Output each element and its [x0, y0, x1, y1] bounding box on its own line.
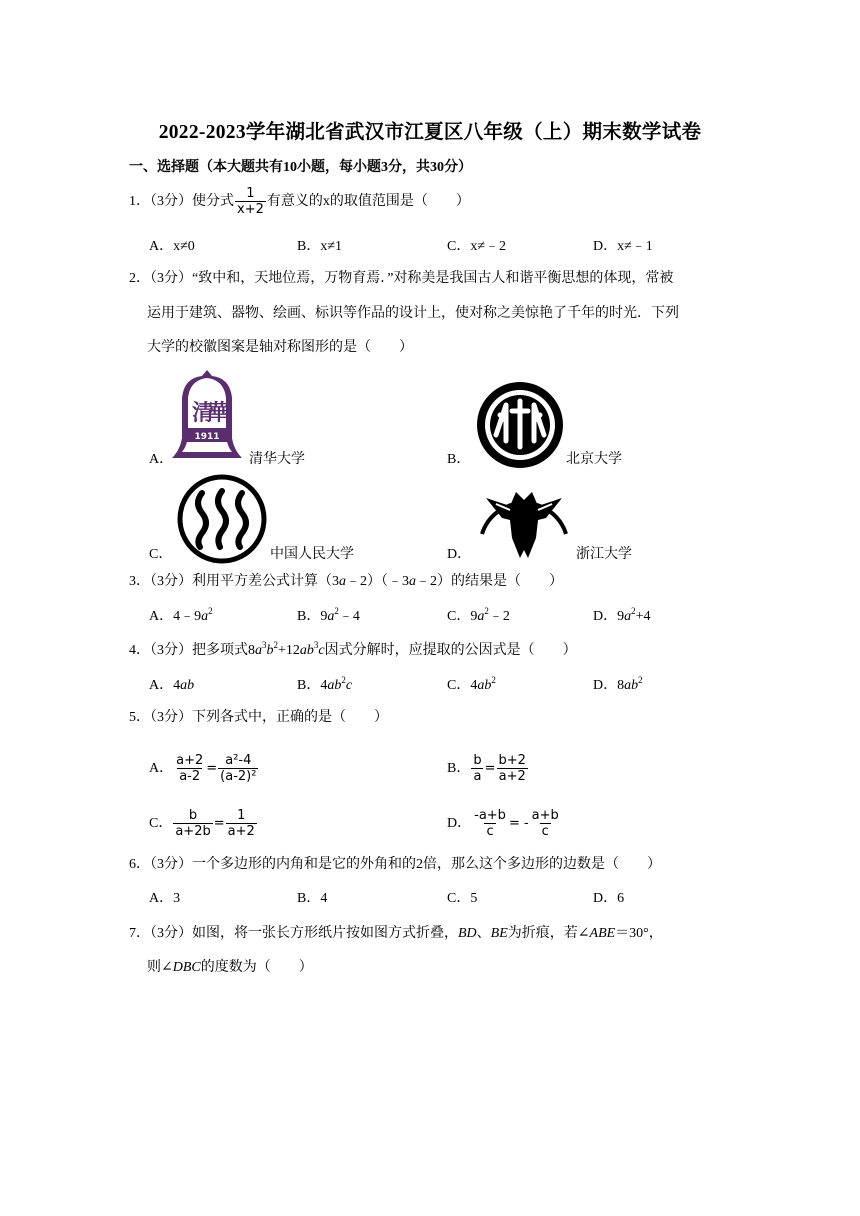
- fraction-denominator: x+2: [237, 202, 264, 218]
- question-2-line-1: 2．（3分）“致中和，天地位焉，万物育焉．”对称美是我国古人和谐平衡思想的体现，常被: [129, 271, 674, 286]
- option-b: B．x≠1: [297, 239, 343, 254]
- option-c: C．$4ab^2$: [447, 675, 496, 693]
- option-a: A．$4﹣9a^2$: [149, 606, 213, 624]
- option-c-letter: C．: [149, 547, 173, 562]
- question-2-line-2: 运用于建筑、器物、绘画、标识等作品的设计上，使对称之美惊艳了千年的时光．下列: [147, 306, 679, 321]
- fraction-denominator: a+2: [498, 769, 526, 785]
- option-d: D．6: [593, 891, 625, 906]
- fraction-denominator: a+2: [227, 824, 255, 840]
- equals-sign: =: [484, 761, 496, 776]
- renmin-emblem-icon: [176, 473, 268, 565]
- option-b: B．4: [297, 891, 328, 906]
- fraction-denominator: c: [541, 824, 549, 840]
- option-c: C．x≠﹣2: [447, 239, 507, 254]
- option-letter: D．: [447, 816, 472, 831]
- equals-sign: =: [213, 816, 225, 831]
- option-c-name: 中国人民大学: [270, 547, 354, 562]
- svg-text:華: 華: [208, 401, 231, 426]
- question-2-line-3: 大学的校徽图案是轴对称图形的是（ ）: [147, 340, 413, 355]
- option-d: D．x≠﹣1: [593, 239, 653, 254]
- fraction-numerator: b: [473, 753, 482, 769]
- tsinghua-year-text: 1911: [194, 432, 220, 442]
- fraction-numerator: a+2: [176, 753, 204, 769]
- question-1: [129, 186, 470, 218]
- equals-sign: =: [206, 761, 218, 776]
- option-c: [149, 800, 258, 848]
- option-b-letter: B．: [447, 452, 471, 467]
- svg-text:清: 清: [192, 401, 215, 426]
- question-4: 4．（3分）把多项式$8a^3b^2+12ab^3c$因式分解时，应提取的公因式是（ ）: [129, 640, 577, 658]
- question-1-suffix: 有意义的x的取值范围是（ ）: [266, 194, 470, 209]
- option-d-name: 浙江大学: [576, 547, 632, 562]
- option-a: A．x≠0: [149, 239, 195, 254]
- fraction-numerator: a²-4: [225, 753, 252, 769]
- option-b: B．$4ab^2c$: [297, 675, 353, 693]
- option-b-name: 北京大学: [566, 452, 622, 467]
- fraction-numerator: -a+b: [474, 808, 506, 824]
- fraction-numerator: b+2: [498, 753, 526, 769]
- question-1-prefix: 1．（3分）使分式: [129, 194, 234, 209]
- section-heading: 一、选择题（本大题共有10小题，每小题3分，共30分）: [129, 160, 472, 175]
- question-5: 5．（3分）下列各式中，正确的是（ ）: [129, 710, 388, 725]
- fraction-numerator: 1: [246, 186, 255, 202]
- option-a: [149, 745, 259, 793]
- option-d-letter: D．: [447, 547, 472, 562]
- option-a: A．4ab: [149, 678, 195, 693]
- fraction-numerator: b: [188, 808, 198, 824]
- question-7-line-2: 则∠DBC的度数为（ ）: [147, 960, 313, 975]
- zhejiang-emblem-icon: [476, 478, 572, 560]
- option-c: C．$9a^2﹣2$: [447, 606, 510, 624]
- option-b: B．$9a^2﹣4$: [297, 606, 360, 624]
- fraction-numerator: a+b: [531, 808, 559, 824]
- option-letter: B．: [447, 761, 471, 776]
- option-a: A．3: [149, 891, 181, 906]
- option-d: D．$8ab^2$: [593, 675, 643, 693]
- fraction-denominator: c: [486, 824, 494, 840]
- option-letter: A．: [149, 761, 174, 776]
- fraction-denominator: a-2: [179, 769, 201, 785]
- option-letter: C．: [149, 816, 173, 831]
- peking-emblem-icon: [476, 381, 564, 469]
- question-7-line-1: 7．（3分）如图，将一张长方形纸片按如图方式折叠，BD、BE为折痕，若∠ABE＝30°，: [129, 926, 663, 941]
- question-1-fraction: [235, 186, 266, 217]
- option-a-name: 清华大学: [249, 452, 305, 467]
- question-3: 3．（3分）利用平方差公式计算（3a﹣2）（﹣3a﹣2）的结果是（ ）: [129, 574, 563, 589]
- option-a-letter: A．: [149, 452, 174, 467]
- equals-sign: = -: [508, 816, 529, 831]
- fraction-denominator: a+2b: [175, 824, 211, 840]
- tsinghua-emblem-icon: [170, 368, 244, 464]
- fraction-denominator: a: [473, 769, 482, 785]
- fraction-numerator: 1: [237, 808, 246, 824]
- page-title: 2022-2023学年湖北省武汉市江夏区八年级（上）期末数学试卷: [158, 122, 702, 143]
- question-6: 6．（3分）一个多边形的内角和是它的外角和的2倍，那么这个多边形的边数是（ ）: [129, 857, 661, 872]
- option-d: [447, 800, 562, 848]
- fraction-denominator: (a-2)²: [220, 769, 257, 785]
- option-c: C．5: [447, 891, 478, 906]
- option-b: [447, 745, 529, 793]
- option-d: D．$9a^2+4$: [593, 606, 651, 624]
